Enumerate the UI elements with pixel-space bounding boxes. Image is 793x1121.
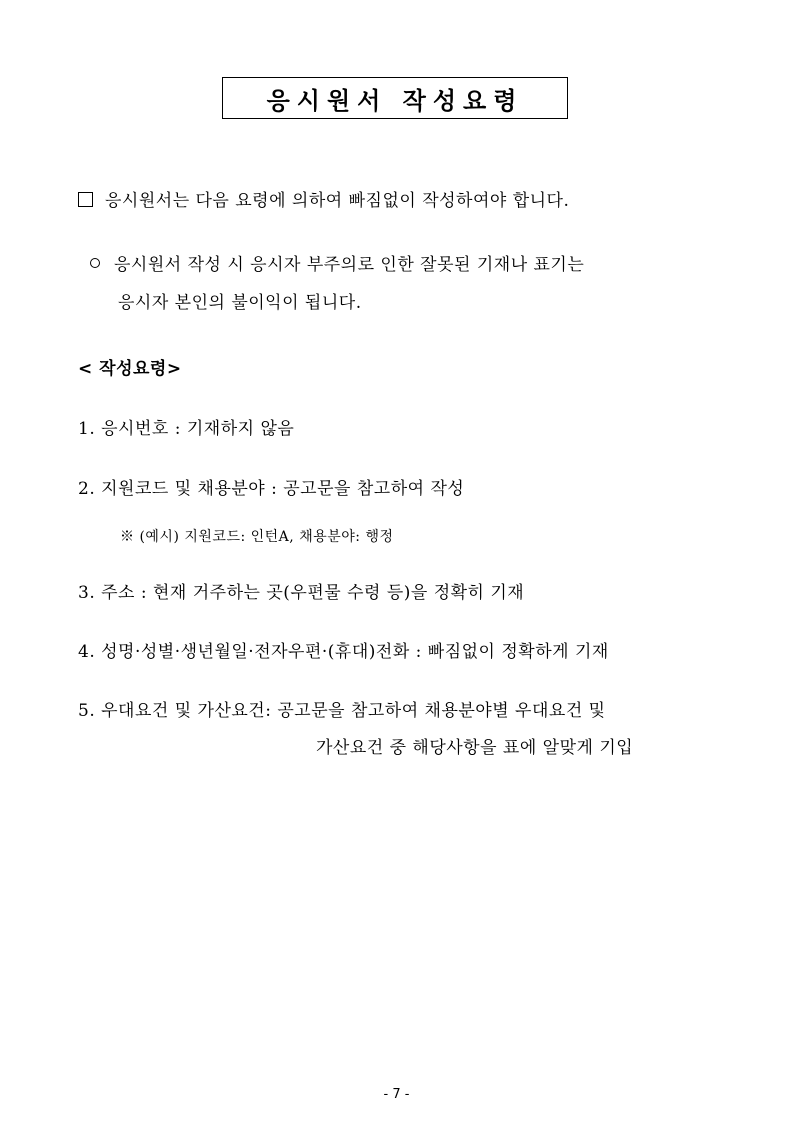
list-item: 1. 응시번호 : 기재하지 않음: [78, 419, 295, 439]
page-number: - 7 -: [383, 1087, 410, 1102]
checkbox-icon: [78, 192, 93, 207]
list-item-continuation: 가산요건 중 해당사항을 표에 알맞게 기입: [316, 738, 634, 758]
circle-bullet-icon: [90, 258, 100, 268]
list-item: 2. 지원코드 및 채용분야 : 공고문을 참고하여 작성: [78, 479, 465, 499]
list-item: 4. 성명·성별·생년월일·전자우편·(휴대)전화 : 빠짐없이 정확하게 기재: [78, 642, 609, 662]
list-item: 3. 주소 : 현재 거주하는 곳(우편물 수령 등)을 정확히 기재: [78, 583, 525, 603]
bullet-text-2: 응시자 본인의 불이익이 됩니다.: [118, 293, 362, 313]
bullet-line-1: [90, 250, 584, 275]
bullet-text-1: 응시원서 작성 시 응시자 부주의로 인한 잘못된 기재나 표기는: [114, 255, 585, 275]
bullet-line-2: [118, 288, 362, 313]
example-note: ※ (예시) 지원코드: 인턴A, 채용분야: 행정: [120, 529, 394, 545]
intro-line: [78, 186, 569, 211]
page-title: 응시원서 작성요령: [266, 85, 524, 115]
list-item: 5. 우대요건 및 가산요건: 공고문을 참고하여 채용분야별 우대요건 및: [78, 701, 606, 721]
intro-text: 응시원서는 다음 요령에 의하여 빠짐없이 작성하여야 합니다.: [105, 191, 570, 211]
title-box: [222, 77, 568, 119]
section-heading: < 작성요령>: [78, 359, 182, 379]
